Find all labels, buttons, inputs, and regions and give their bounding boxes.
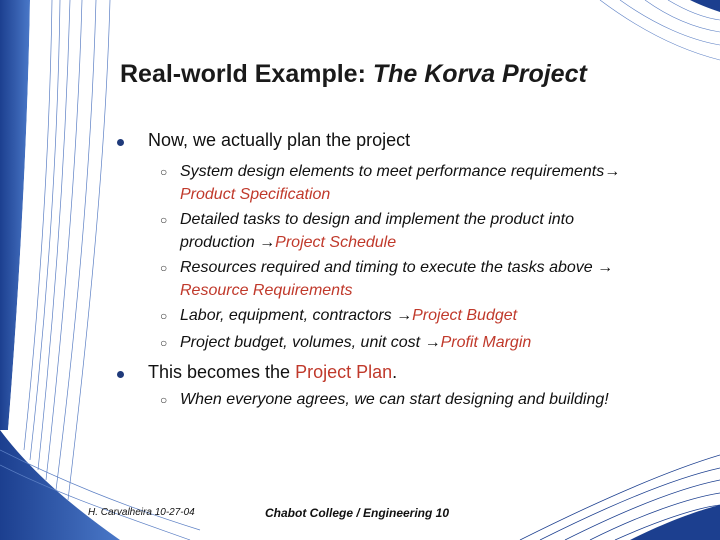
sub-bullet-circle: ○ [160, 393, 168, 407]
sub-bullet-circle: ○ [160, 336, 168, 350]
sub-bullet-circle: ○ [160, 261, 168, 275]
bullet-highlight: Project Plan [295, 362, 393, 382]
sub-bullet-line: Detailed tasks to design and implement the product into [180, 211, 575, 228]
sub-bullet-circle: ○ [160, 309, 168, 323]
bullet-text: Now, we actually plan the project [148, 130, 411, 150]
sub-bullet-text [180, 208, 574, 254]
bullet-suffix: . [392, 362, 398, 382]
sub-bullet-text [180, 304, 517, 327]
sub-bullet-line: production [180, 234, 260, 251]
arrow-icon: → [424, 334, 441, 351]
sub-bullet-circle: ○ [160, 165, 168, 179]
sub-bullet-result: Profit Margin [440, 334, 532, 351]
sub-bullet-result: Project Schedule [275, 234, 397, 251]
slide-title-italic: The Korva Project [372, 60, 587, 88]
sub-bullet-text [180, 160, 620, 206]
sub-bullet-text [180, 388, 609, 411]
sub-bullet-line: When everyone agrees, we can start designing and building! [180, 391, 609, 408]
footer-course: Chabot College / Engineering 10 [265, 506, 450, 520]
footer-author: H. Carvalheira 10-27-04 [88, 507, 195, 518]
slide-title-main: Real-world Example: [120, 60, 373, 88]
sub-bullet-result: Resource Requirements [180, 282, 353, 299]
sub-bullet-line: Project budget, volumes, unit cost [180, 334, 425, 351]
sub-bullet-line: Labor, equipment, contractors [180, 307, 397, 324]
arrow-icon: → [604, 163, 621, 180]
bullet-dot [117, 139, 124, 146]
arrow-icon: → [259, 234, 276, 251]
sub-bullet-result: Project Budget [412, 307, 518, 324]
bullet-text-main: This becomes the [148, 362, 296, 382]
bullet-text [148, 362, 397, 383]
sub-bullet-line: System design elements to meet performance requirements [180, 163, 605, 180]
sub-bullet-line: Resources required and timing to execute the tasks above [180, 259, 598, 276]
sub-bullet-result: Product Specification [180, 186, 331, 203]
sub-bullet-text [180, 331, 531, 354]
sub-bullet-text [180, 256, 613, 302]
arrow-icon: → [396, 307, 413, 324]
bullet-dot [117, 371, 124, 378]
arrow-icon: → [597, 259, 614, 276]
slide-title [120, 60, 587, 89]
sub-bullet-circle: ○ [160, 213, 168, 227]
